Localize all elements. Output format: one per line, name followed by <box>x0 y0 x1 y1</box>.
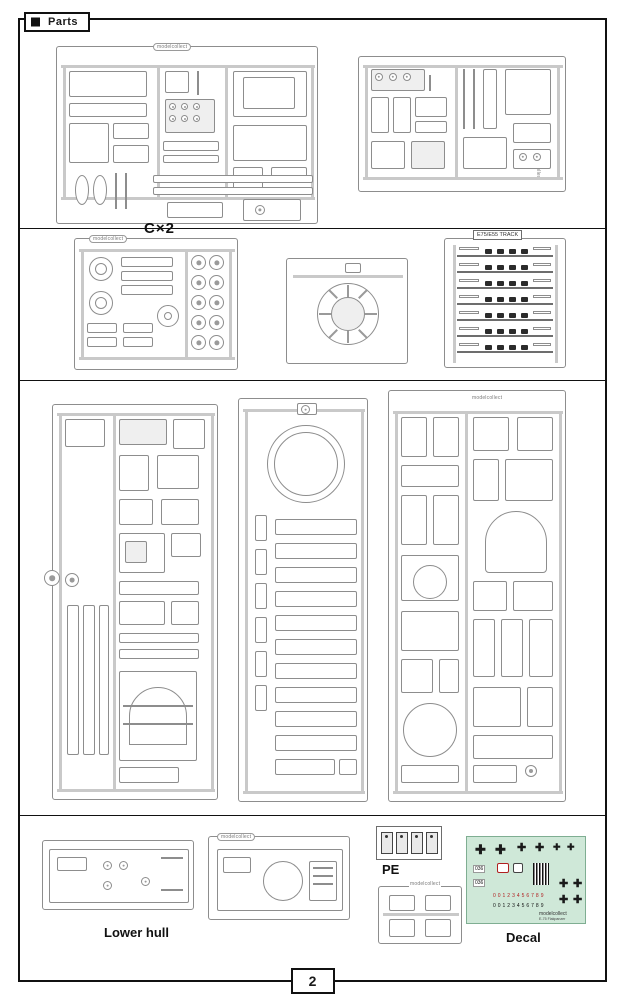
decal-sheet: ✚ ✚ ✚ ✚ ✚ ✚ ✚ ✚ ✚ ✚ 036 036 0 0 1 2 3 4 5 6 7 8 9 0 0 1 2 3 4 5 6 7 8 9 modelcollect E-75 Flakpanzer <box>466 836 586 924</box>
lower-hull-label: Lower hull <box>104 925 169 940</box>
track-sprue-label: E75/E55 TRACK <box>473 230 522 240</box>
sprue-track <box>444 232 566 368</box>
page-number-text: 2 <box>308 973 317 989</box>
part-lower-hull <box>42 840 194 910</box>
sprue-pin <box>44 570 60 586</box>
row-divider-1 <box>20 228 605 229</box>
sprue-turret-ring <box>286 258 408 364</box>
section-title-tab <box>24 12 90 32</box>
sprue-upper-hull <box>56 46 318 224</box>
row-divider-2 <box>20 380 605 381</box>
sprue-turret <box>388 390 566 802</box>
decal-label: Decal <box>506 930 541 945</box>
part-logo: modelcollect <box>217 833 255 841</box>
pe-label: PE <box>382 862 400 877</box>
sprue-logo: modelcollect <box>89 235 127 243</box>
decal-number-2: 036 <box>475 880 484 886</box>
sprue-wheels <box>74 238 238 370</box>
sprue-suspension <box>52 404 218 800</box>
decal-digit-row-1: 0 0 1 2 3 4 5 6 7 8 9 <box>493 893 544 899</box>
section-title: Parts <box>48 16 79 28</box>
photo-etch-fret <box>376 826 442 860</box>
tab-square-icon <box>31 18 40 27</box>
sprue-logo: modelcollect <box>472 395 503 401</box>
part-turret-shell <box>208 836 350 920</box>
sprue-detail <box>358 56 566 192</box>
row-divider-3 <box>20 815 605 816</box>
decal-digit-row-2: 0 0 1 2 3 4 5 6 7 8 9 <box>493 903 544 909</box>
decal-number-1: 036 <box>475 866 484 872</box>
sprue-hull-top <box>238 398 368 802</box>
decal-caption: E-75 Flakpanzer <box>539 917 566 921</box>
sprue-small-parts <box>378 881 462 944</box>
page-number <box>291 968 335 994</box>
sprue-logo: modelcollect <box>153 43 191 51</box>
decal-brand: modelcollect <box>539 911 567 917</box>
sprue-c-multiplier: C×2 <box>144 220 175 237</box>
sprue-logo: modelcollect <box>410 881 441 887</box>
